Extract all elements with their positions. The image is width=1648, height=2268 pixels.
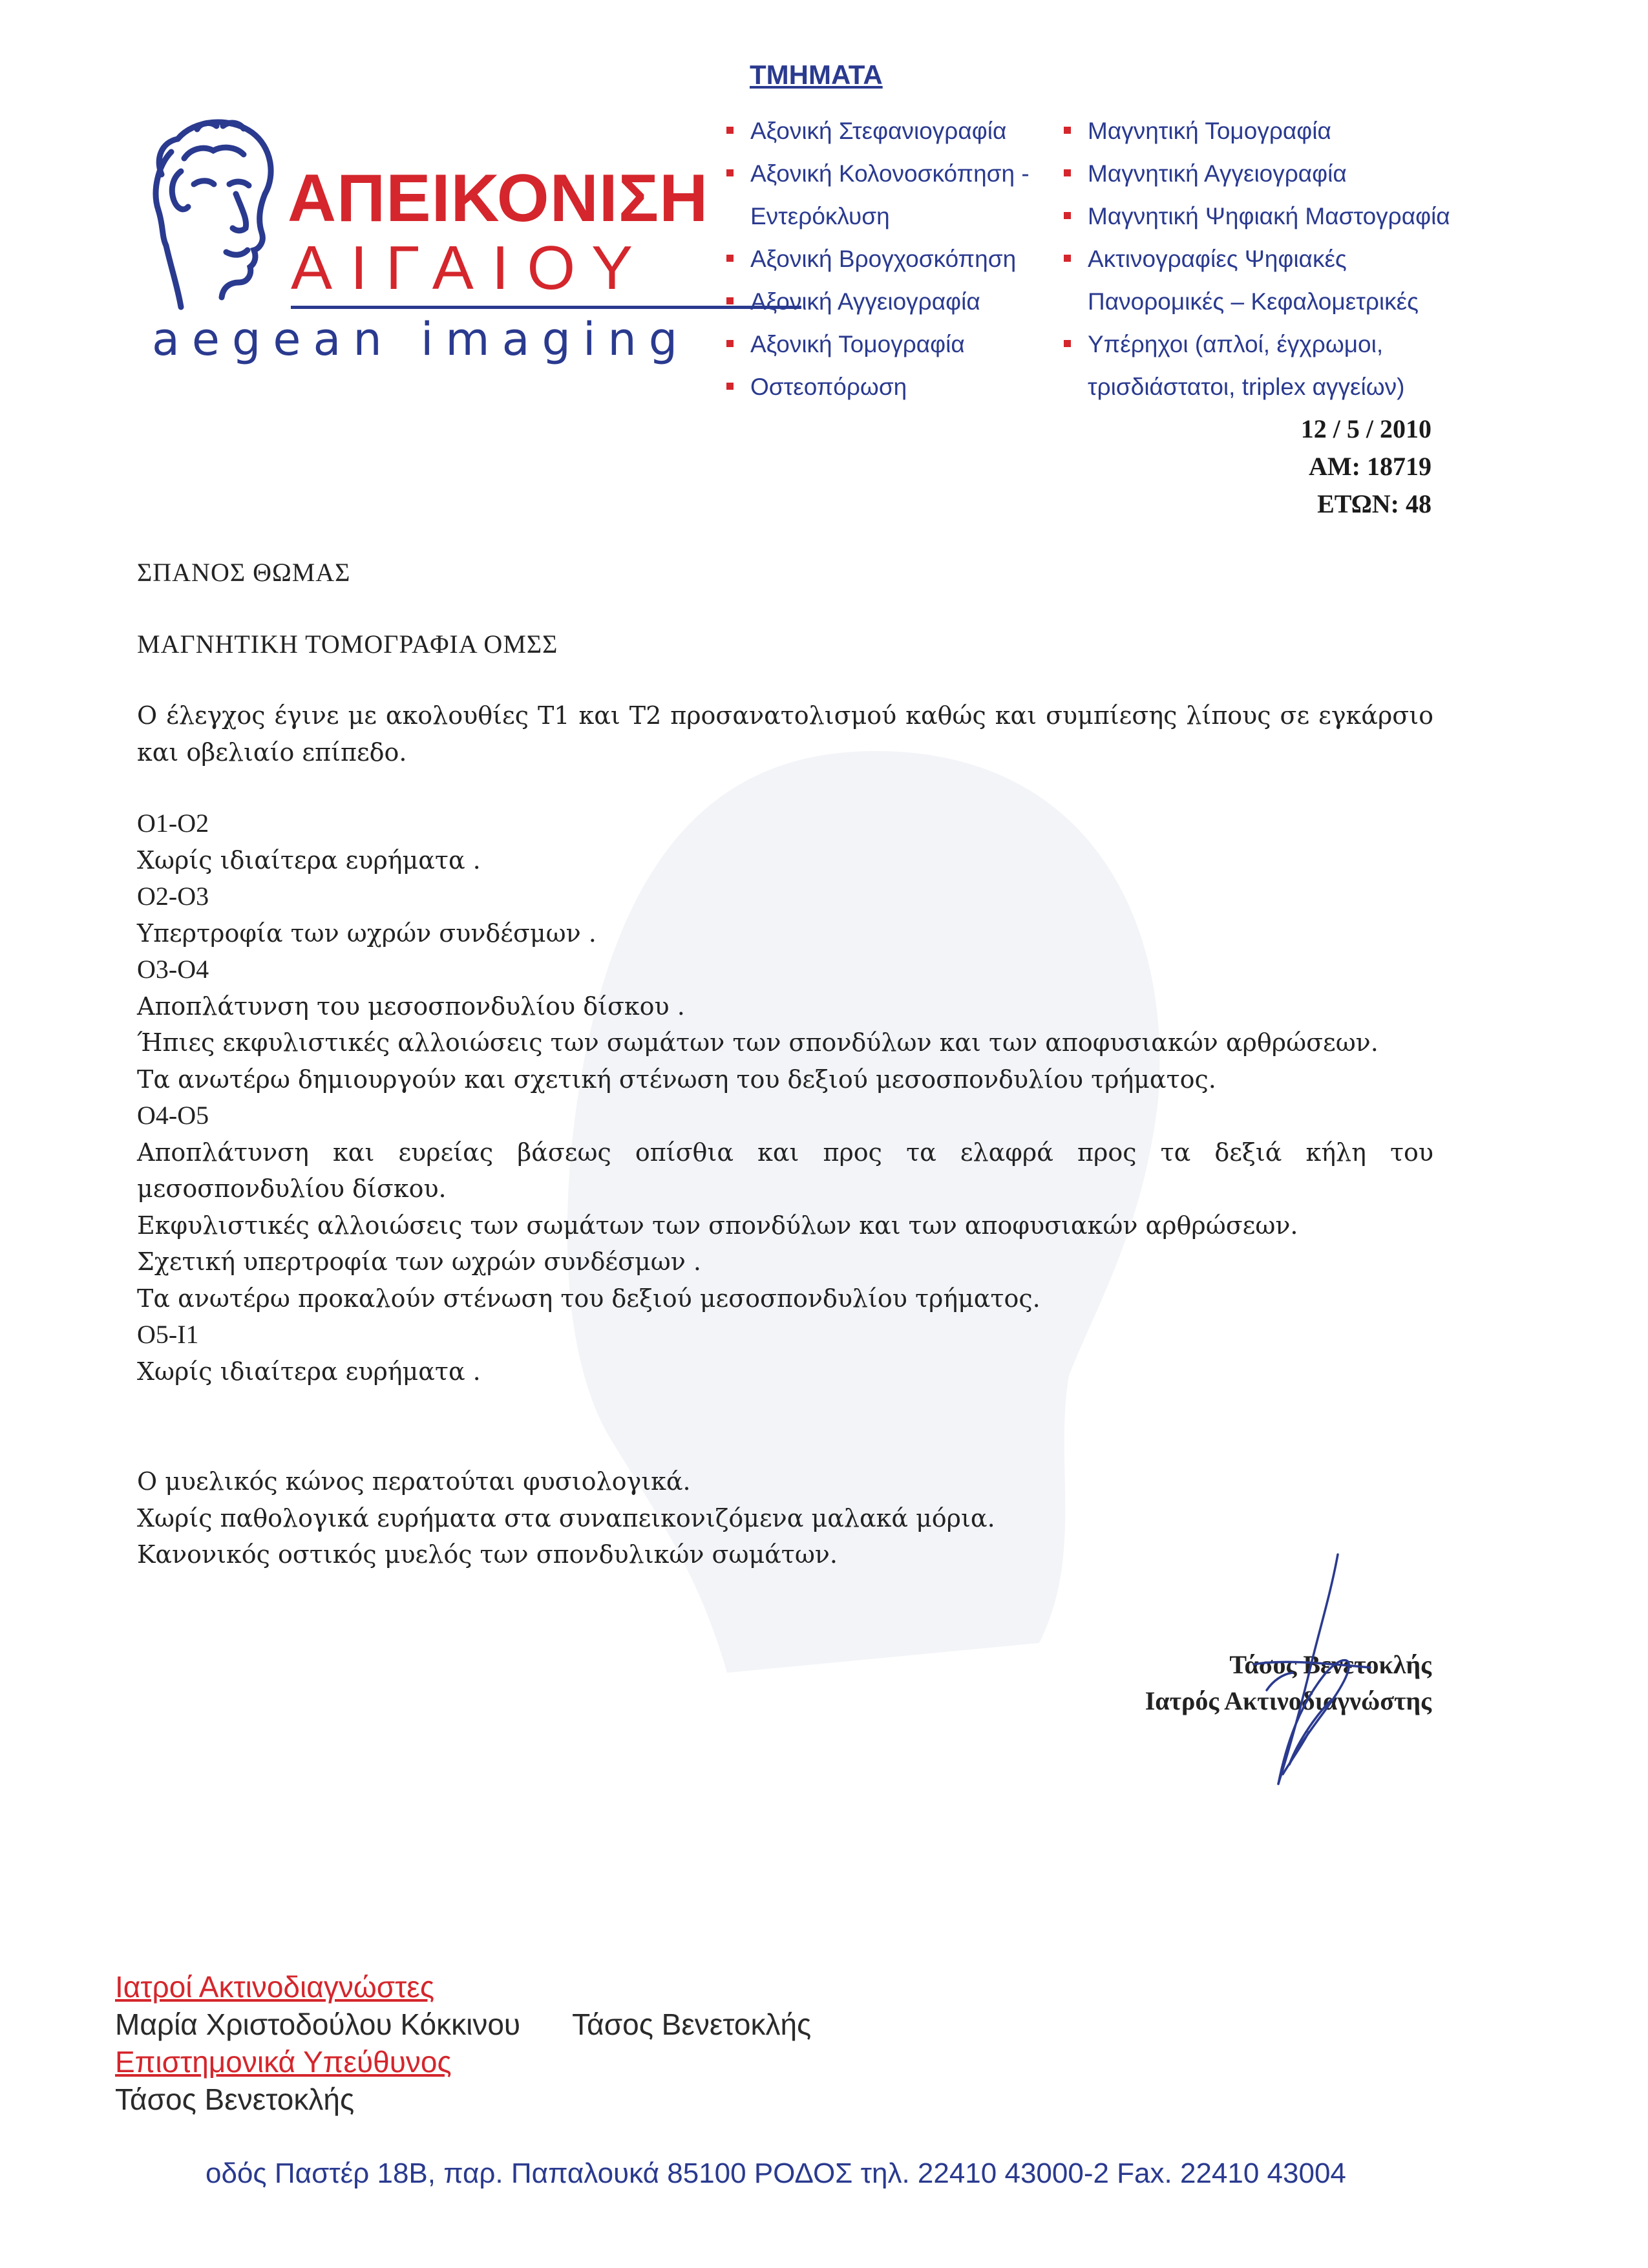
finding-line: Εκφυλιστικές αλλοιώσεις των σωμάτων των σπονδύλων και των αποφυσιακών αρθρώσεων. [137,1211,1298,1240]
finding-line: Τα ανωτέρω προκαλούν στένωση του δεξιού μεσοσπονδυλίου τρήματος. [137,1284,1041,1313]
finding-line: Χωρίς ιδιαίτερα ευρήματα . [137,1357,481,1386]
bullet-square-icon [726,169,734,176]
department-item: Υπέρηχοι (απλοί, έγχρωμοι, τρισδιάστατοι, triplex αγγείων) [1060,323,1577,408]
bullet-square-icon [1064,340,1071,347]
scientific-director-heading: Επιστημονικά Υπεύθυνος [115,2045,452,2079]
departments-column-2 [1060,110,1577,408]
department-item: Μαγνητική Τομογραφία [1060,110,1577,153]
exam-meta [1301,410,1431,523]
spine-level-heading: Ο5-Ι1 [137,1320,199,1349]
logo-name-line2: ΑΙΓΑΙΟΥ [291,233,651,302]
department-item: Μαγνητική Ψηφιακή Μαστογραφία [1060,195,1577,238]
finding-line: Τα ανωτέρω δημιουργούν και σχετική στένωση του δεξιού μεσοσπονδυλίου τρήματος. [137,1065,1216,1094]
department-item: Αξονική Αγγειογραφία [723,281,1059,323]
conclusion-line: Ο μυελικός κώνος περατούται φυσιολογικά. [137,1467,691,1496]
footer-address: οδός Παστέρ 18Β, παρ. Παπαλουκά 85100 ΡΟΔΟΣ τηλ. 22410 43000-2 Fax. 22410 43004 [206,2157,1346,2189]
finding-line: μεσοσπονδυλίου δίσκου. [137,1174,447,1203]
logo-name-line1: ΑΠΕΙΚΟΝΙΣΗ [288,161,709,236]
department-item: Αξονική Στεφανιογραφία [723,110,1059,153]
department-item: Μαγνητική Αγγειογραφία [1060,153,1577,195]
department-item: Ακτινογραφίες Ψηφιακές Πανορομικές – Κεφαλομετρικές [1060,238,1577,323]
bullet-square-icon [726,383,734,390]
radiologists-heading: Ιατροί Ακτινοδιαγνώστες [115,1970,434,2004]
footer-staff [115,1968,811,2118]
spine-level-heading: Ο3-Ο4 [137,955,209,984]
bullet-square-icon [726,297,734,304]
radiologist-name: Τάσος Βενετοκλής [572,2008,812,2041]
greek-head-logo-icon [132,113,288,313]
bullet-square-icon [1064,255,1071,262]
patient-age: ΕΤΩΝ: 48 [1317,489,1431,518]
department-item: Οστεοπόρωση [723,366,1059,408]
departments-title: ΤΜΗΜΑΤΑ [750,59,883,90]
finding-line: Υπερτροφία των ωχρών συνδέσμων . [137,918,597,948]
spine-level-heading: Ο1-Ο2 [137,809,209,838]
finding-line: Σχετική υπερτροφία των ωχρών συνδέσμων . [137,1247,701,1276]
bullet-square-icon [1064,127,1071,134]
conclusion-line: Κανονικός οστικός μυελός των σπονδυλικών σωμάτων. [137,1540,838,1569]
logo-tagline: aegean imaging [152,313,690,366]
spine-level-heading: Ο2-Ο3 [137,882,209,911]
exam-title: ΜΑΓΝΗΤΙΚΗ ΤΟΜΟΓΡΑΦΙΑ ΟΜΣΣ [137,629,558,659]
patient-record-number: ΑΜ: 18719 [1309,452,1431,481]
department-item: Αξονική Κολονοσκόπηση - Εντερόκλυση [723,153,1059,238]
finding-line: Αποπλάτυνση του μεσοσπονδυλίου δίσκου . [137,991,685,1021]
exam-date: 12 / 5 / 2010 [1300,414,1431,443]
department-item: Αξονική Βρογχοσκόπηση [723,238,1059,281]
bullet-square-icon [726,127,734,134]
bullet-square-icon [1064,169,1071,176]
radiologists-names [115,2006,811,2043]
company-logo [132,113,709,372]
handwritten-signature [1228,1551,1396,1790]
departments-column-1 [723,110,1059,408]
scientific-director-name: Τάσος Βενετοκλής [115,2083,355,2116]
finding-line: Αποπλάτυνση και ευρείας βάσεως οπίσθια και προς τα ελαφρά προς τα δεξιά κήλη του [137,1138,1433,1167]
bullet-square-icon [726,340,734,347]
report-body [137,555,1433,1573]
spine-level-heading: Ο4-Ο5 [137,1101,209,1130]
patient-name: ΣΠΑΝΟΣ ΘΩΜΑΣ [137,558,351,587]
finding-line: Ήπιες εκφυλιστικές αλλοιώσεις των σωμάτων των σπονδύλων και των αποφυσιακών αρθρώσεων. [137,1028,1379,1057]
doctor-title: Ιατρός Ακτινοδιαγνώστης [1145,1686,1431,1715]
radiologist-name: Μαρία Χριστοδούλου Κόκκινου [115,2008,521,2041]
bullet-square-icon [726,255,734,262]
finding-line: Χωρίς ιδιαίτερα ευρήματα . [137,845,481,874]
doctor-name: Τάσος Βενετοκλής [1229,1650,1431,1679]
bullet-square-icon [1064,212,1071,219]
department-item: Αξονική Τομογραφία [723,323,1059,366]
conclusion-line: Χωρίς παθολογικά ευρήματα στα συναπεικονιζόμενα μαλακά μόρια. [137,1503,995,1532]
report-intro: Ο έλεγχος έγινε με ακολουθίες Τ1 και Τ2 προσανατολισμού καθώς και συμπίεσης λίπους σε εγκάρσιο και οβελιαίο επίπεδο. [137,701,1433,767]
